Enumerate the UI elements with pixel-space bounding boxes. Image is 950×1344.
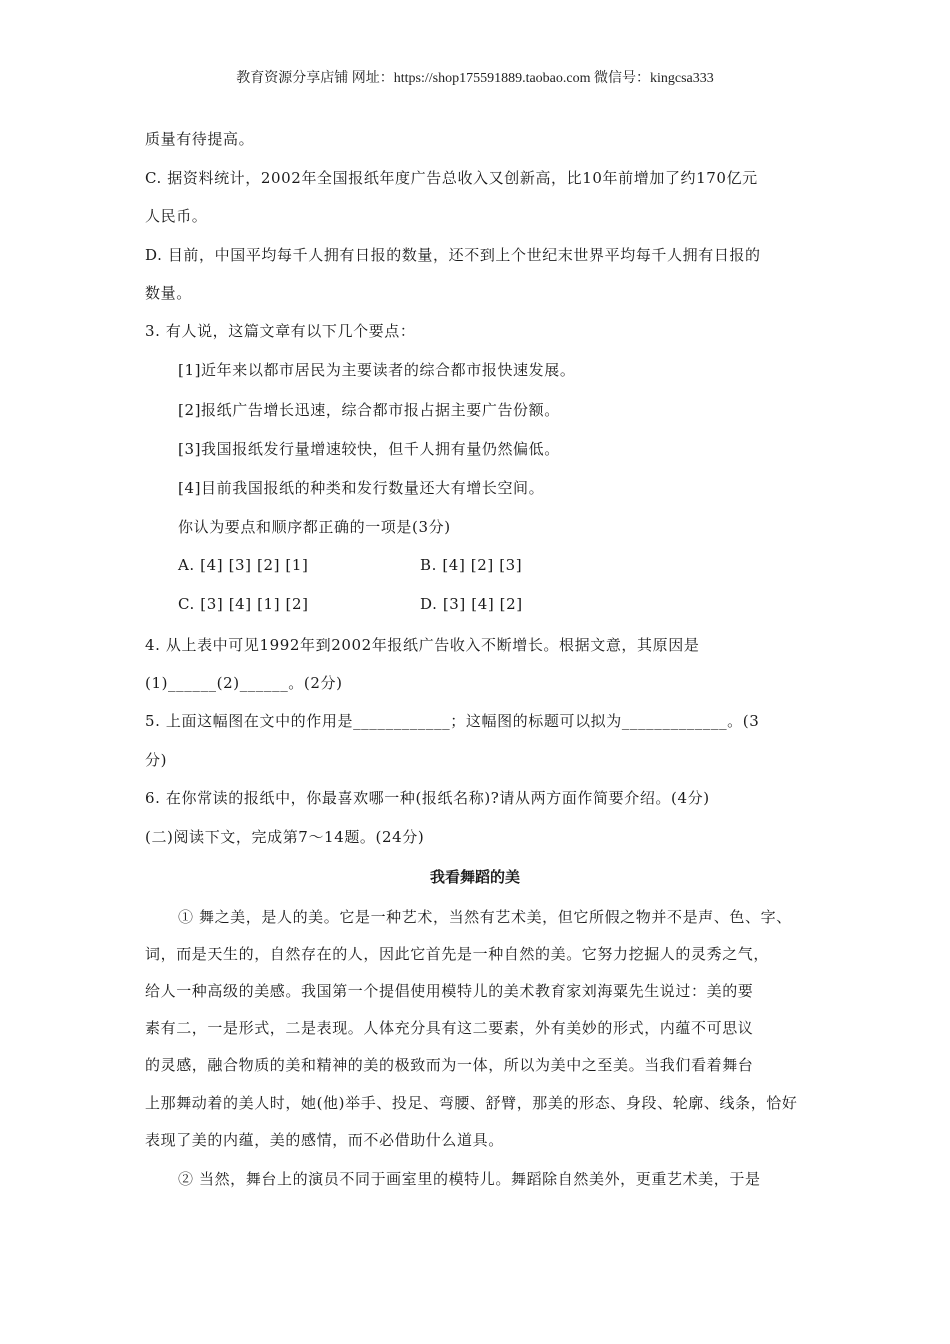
- option-d-line: D. 目前，中国平均每千人拥有日报的数量，还不到上个世纪末世界平均每千人拥有日报的: [145, 246, 761, 264]
- paragraph-line: 素有二，一是形式，二是表现。人体充分具有这二要素，外有美妙的形式，内蕴不可思议: [145, 1019, 754, 1037]
- point-1: [1]近年来以都市居民为主要读者的综合都市报快速发展。: [178, 361, 576, 379]
- paragraph-line: 表现了美的内蕴，美的感情，而不必借助什么道具。: [145, 1131, 504, 1149]
- question-6: 6. 在你常读的报纸中，你最喜欢哪一种(报纸名称)?请从两方面作简要介绍。(4分): [145, 789, 710, 807]
- paragraph-line: 上那舞动着的美人时，她(他)举手、投足、弯腰、舒臂，那美的形态、身段、轮廓、线条，恰好: [145, 1094, 798, 1112]
- option-a: A. [4] [3] [2] [1]: [178, 556, 309, 574]
- article-title: 我看舞蹈的美: [429, 868, 520, 886]
- text-line: 分): [145, 751, 168, 769]
- paragraph-line: ② 当然，舞台上的演员不同于画室里的模特儿。舞蹈除自然美外，更重艺术美，于是: [178, 1170, 761, 1188]
- question-3-prompt: 你认为要点和顺序都正确的一项是(3分): [178, 518, 451, 536]
- question-3: 3. 有人说，这篇文章有以下几个要点：: [145, 322, 416, 340]
- paragraph-line: 给人一种高级的美感。我国第一个提倡使用模特儿的美术教育家刘海粟先生说过：美的要: [145, 982, 754, 1000]
- point-3: [3]我国报纸发行量增速较快，但千人拥有量仍然偏低。: [178, 440, 560, 458]
- text-line: 数量。: [145, 284, 192, 302]
- question-5: 5. 上面这幅图在文中的作用是____________；这幅图的标题可以拟为_____________。(3: [145, 712, 760, 730]
- option-b: B. [4] [2] [3]: [420, 556, 523, 574]
- text-line: 人民币。: [145, 207, 208, 225]
- point-2: [2]报纸广告增长迅速，综合都市报占据主要广告份额。: [178, 401, 560, 419]
- question-4-blanks: (1)______(2)______。(2分): [145, 674, 343, 692]
- option-c: C. [3] [4] [1] [2]: [178, 595, 309, 613]
- point-4: [4]目前我国报纸的种类和发行数量还大有增长空间。: [178, 479, 545, 497]
- paragraph-line: ① 舞之美，是人的美。它是一种艺术，当然有艺术美，但它所假之物并不是声、色、字、: [178, 908, 792, 926]
- paragraph-line: 词，而是天生的，自然存在的人，因此它首先是一种自然的美。它努力挖掘人的灵秀之气，: [145, 945, 770, 963]
- section-2-heading: (二)阅读下文，完成第7～14题。(24分): [145, 828, 425, 846]
- option-c-line: C. 据资料统计，2002年全国报纸年度广告总收入又创新高，比10年前增加了约170亿元: [145, 169, 758, 187]
- option-d: D. [3] [4] [2]: [420, 595, 523, 613]
- page-header: 教育资源分享店铺 网址：https://shop175591889.taobao.com 微信号：kingcsa333: [236, 71, 714, 86]
- question-4: 4. 从上表中可见1992年到2002年报纸广告收入不断增长。根据文意，其原因是: [145, 636, 700, 654]
- paragraph-line: 的灵感，融合物质的美和精神的美的极致而为一体，所以为美中之至美。当我们看着舞台: [145, 1056, 754, 1074]
- text-line: 质量有待提高。: [145, 130, 255, 148]
